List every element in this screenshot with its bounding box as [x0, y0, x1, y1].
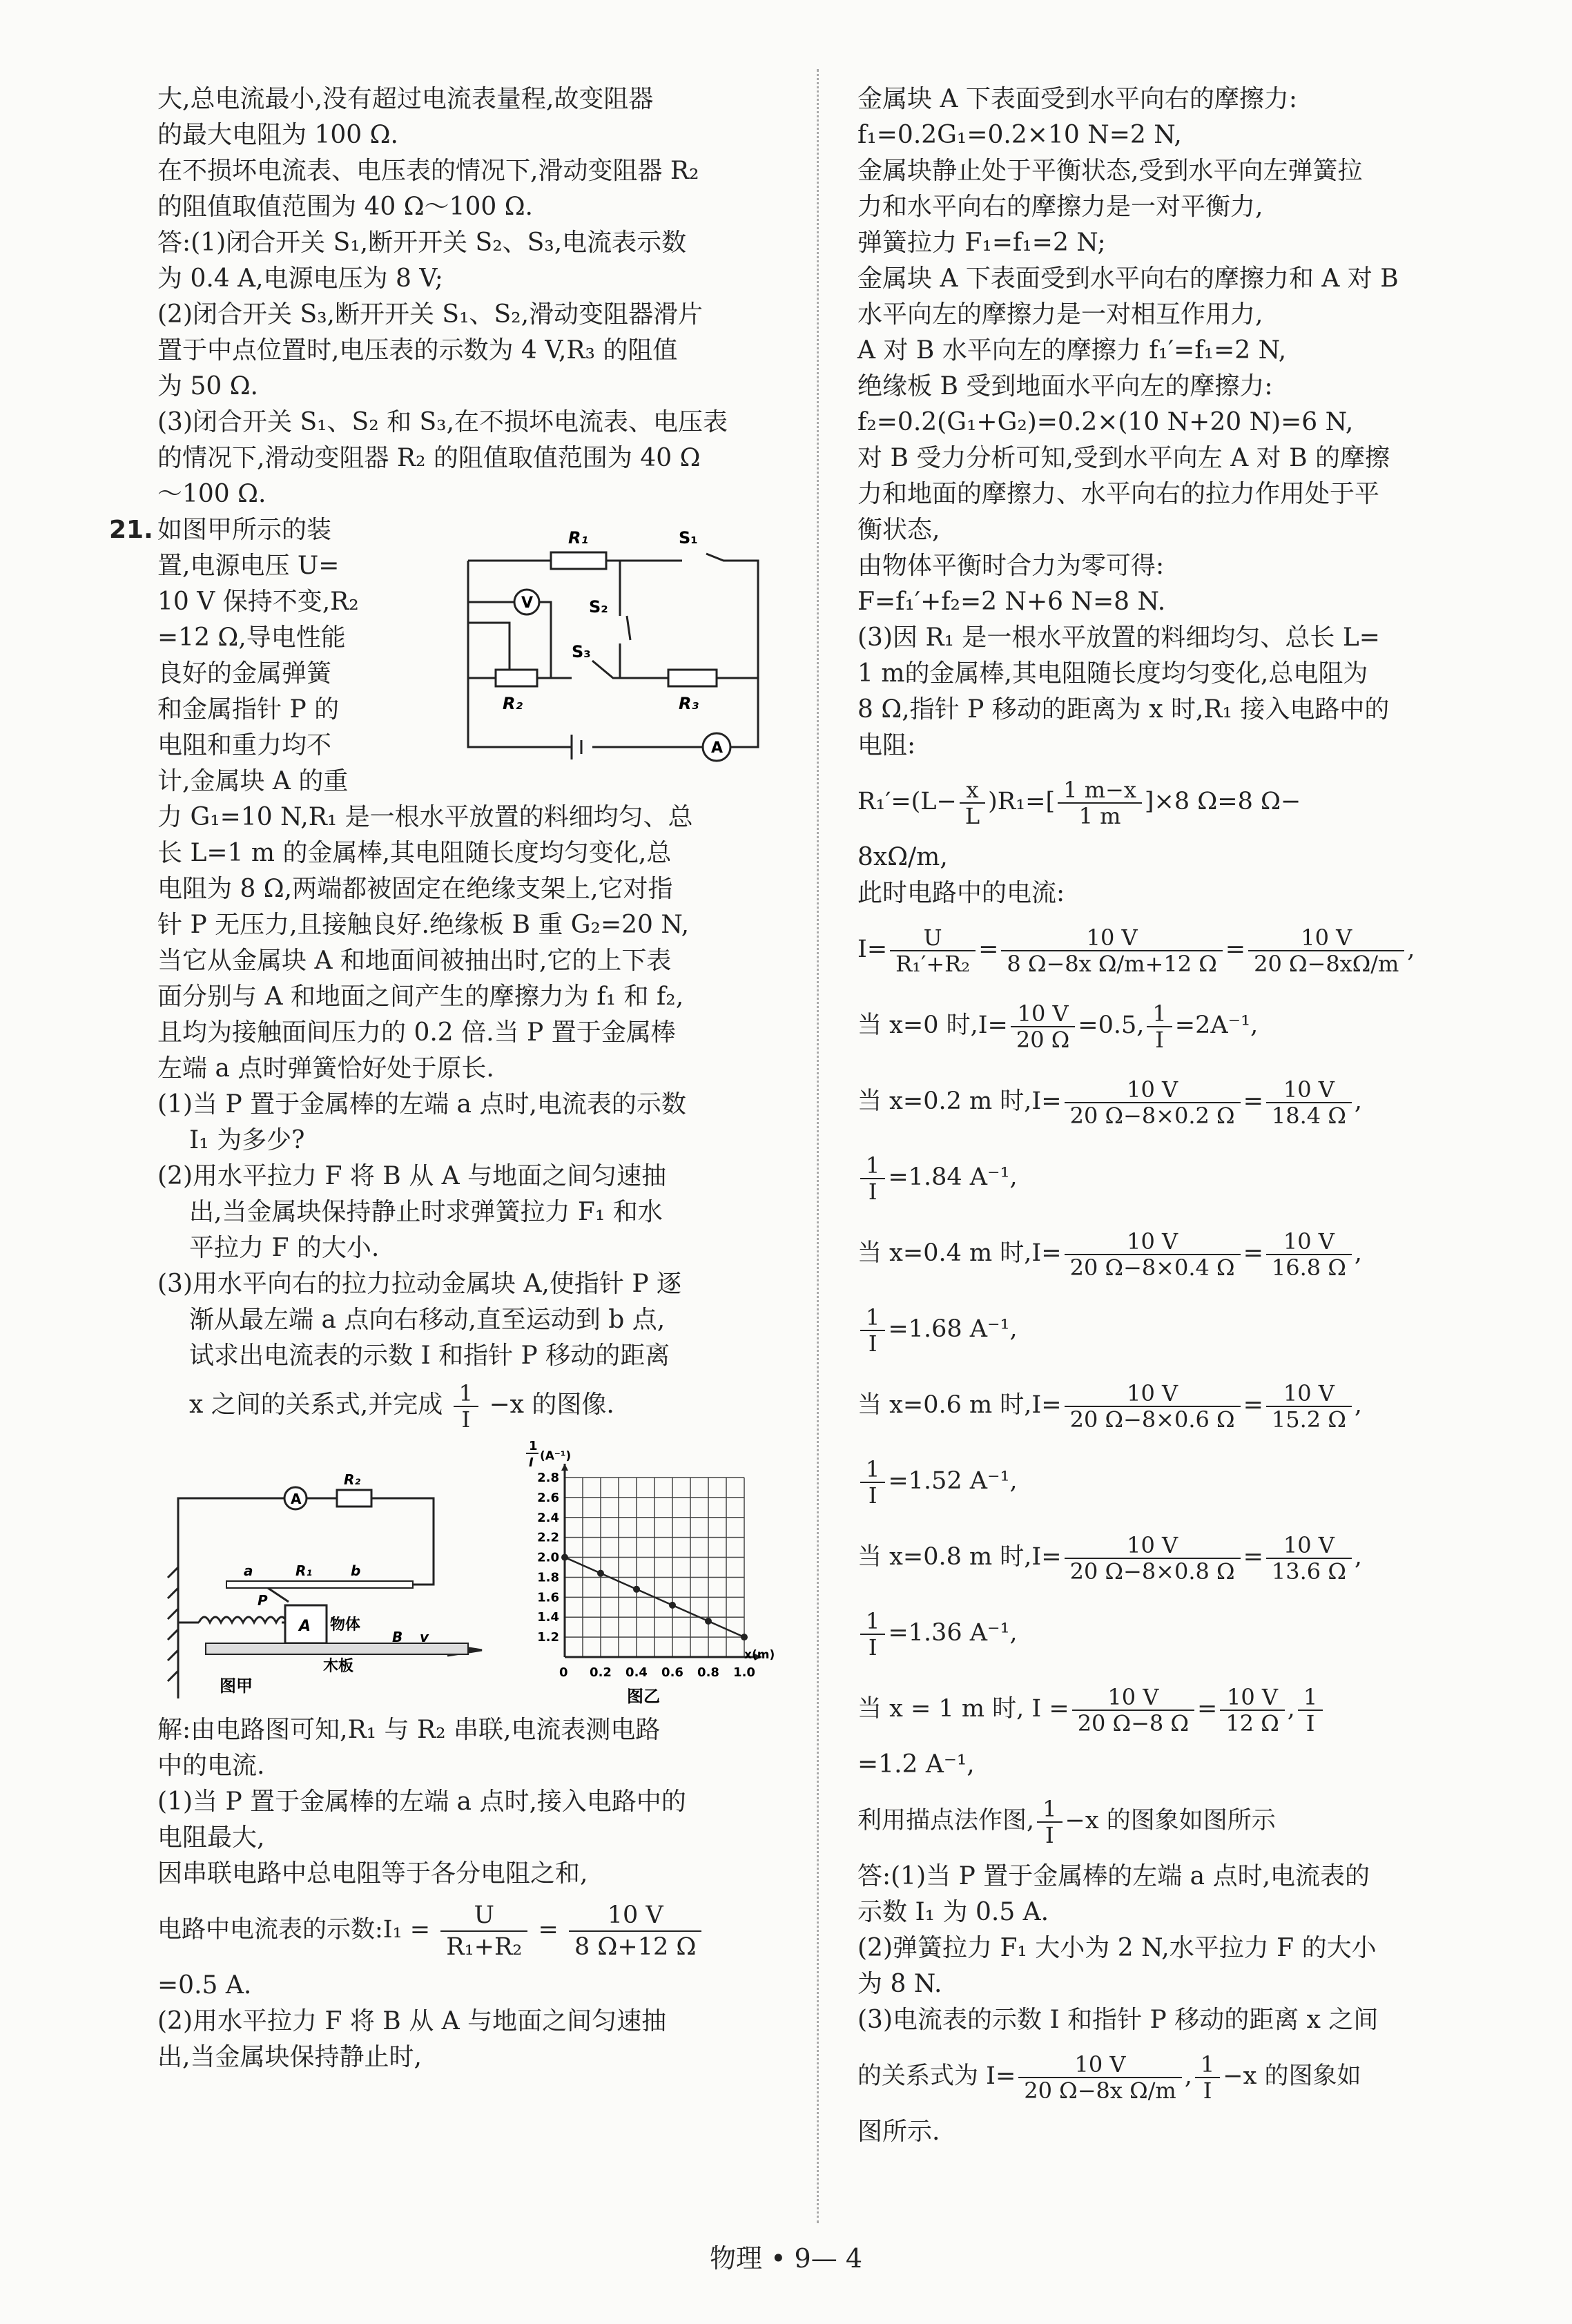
fraction	[1018, 2052, 1181, 2103]
text-line: (3)电流表的示数 I 和指针 P 移动的距离 x 之间	[857, 2006, 1379, 2034]
text-line: f₁=0.2G₁=0.2×10 N=2 N,	[857, 121, 1182, 149]
y-tick-label: 1.8	[537, 1570, 559, 1585]
frac-num: 1	[454, 1381, 478, 1407]
fraction	[1266, 1229, 1352, 1280]
data-point	[597, 1570, 604, 1577]
text-line: 绝缘板 B 受到地面水平向左的摩擦力:	[857, 372, 1273, 400]
text-fragment: )R₁=[	[988, 788, 1056, 815]
label-v: V	[521, 594, 534, 612]
frac-den: 8 Ω−8x Ω/m+12 Ω	[1007, 950, 1217, 977]
frac-den: I	[461, 1406, 471, 1433]
text-fragment: 的关系式为 I=	[857, 2062, 1016, 2090]
text-fragment: ,	[1354, 1391, 1362, 1419]
text-fragment: =1.36 A⁻¹,	[888, 1619, 1018, 1647]
text-fragment: =1.68 A⁻¹,	[888, 1315, 1018, 1343]
y-label-num: 1	[529, 1439, 538, 1453]
text-fragment: 利用描点法作图,	[857, 1807, 1035, 1834]
label-r3: R₃	[679, 694, 699, 713]
text-line: =1.2 A⁻¹,	[857, 1750, 975, 1779]
text-line: 电阻为 8 Ω,两端都被固定在绝缘支架上,它对指	[157, 875, 673, 903]
text-line: F=f₁′+f₂=2 N+6 N=8 N.	[857, 588, 1166, 616]
frac-den: 1 m	[1078, 802, 1121, 829]
frac-den: 15.2 Ω	[1271, 1406, 1346, 1433]
text-line: 置于中点位置时,电压表的示数为 4 V,R₃ 的阻值	[157, 336, 678, 365]
fraction	[1037, 1797, 1062, 1848]
frac-den: 13.6 Ω	[1271, 1558, 1346, 1585]
text-fragment: R₁′=(L−	[857, 788, 957, 815]
label-a-end: a	[244, 1562, 253, 1579]
text-line: 面分别与 A 和地面之间产生的摩擦力为 f₁ 和 f₂,	[157, 982, 684, 1011]
y-tick-label: 2.4	[537, 1510, 559, 1525]
data-point	[561, 1554, 568, 1561]
data-point	[741, 1634, 748, 1640]
figure-jia	[157, 1464, 503, 1698]
label-board: 木板	[323, 1658, 354, 1675]
text-fragment: =	[1243, 1391, 1263, 1419]
fraction	[890, 925, 976, 976]
text-line: =0.5 A.	[157, 1971, 252, 1999]
fraction	[1072, 1685, 1194, 1736]
text-line: 示数 I₁ 为 0.5 A.	[857, 1898, 1049, 1926]
frac-den: 20 Ω−8xΩ/m	[1254, 950, 1399, 977]
text-line: 为 8 N.	[857, 1970, 942, 1998]
text-fragment: 当 x=0.4 m 时,I=	[857, 1239, 1062, 1267]
caption-yi: 图乙	[627, 1687, 660, 1705]
question-21	[109, 512, 779, 800]
text-line: f₂=0.2(G₁+G₂)=0.2×(10 N+20 N)=6 N,	[857, 408, 1354, 436]
text-fragment: −x 的图象如	[1223, 2062, 1361, 2090]
text-line: ～100 Ω.	[157, 480, 266, 508]
x-tick-label: 0.4	[625, 1665, 648, 1680]
frac-num: 10 V	[1266, 1077, 1352, 1103]
text-line: 对 B 受力分析可知,受到水平向左 A 对 B 的摩擦	[857, 444, 1390, 472]
text-line: 答:(1)当 P 置于金属棒的左端 a 点时,电流表的	[857, 1862, 1370, 1890]
label-s3: S₃	[572, 642, 591, 661]
data-point	[633, 1586, 640, 1593]
equation-line	[857, 1671, 1484, 1747]
caption-jia: 图甲	[220, 1676, 253, 1696]
text-line: 金属块 A 下表面受到水平向右的摩擦力和 A 对 B	[857, 264, 1399, 293]
text-fragment: ,	[1354, 1543, 1362, 1571]
left-column	[109, 81, 779, 2075]
text-line: 力 G₁=10 N,R₁ 是一根水平放置的料细均匀、总	[157, 803, 693, 831]
origin-label: 0	[559, 1665, 568, 1680]
text-line: (3)闭合开关 S₁、S₂ 和 S₃,在不损坏电流表、电压表	[157, 408, 728, 436]
frac-num: 10 V	[1266, 1229, 1352, 1255]
text-line: 电阻最大,	[157, 1823, 265, 1852]
label-b-end: b	[351, 1562, 361, 1579]
x-label: x(m)	[744, 1648, 775, 1662]
frac-den: R₁′+R₂	[895, 950, 971, 977]
text-line: 渐从最左端 a 点向右移动,直至运动到 b 点,	[189, 1306, 666, 1334]
resistor-r1	[551, 552, 606, 569]
text-line: (1)当 P 置于金属棒的左端 a 点时,接入电路中的	[157, 1788, 686, 1816]
text-line: 8 Ω,指针 P 移动的距离为 x 时,R₁ 接入电路中的	[857, 695, 1390, 724]
frac-den: L	[964, 802, 980, 829]
frac-num: U	[890, 925, 976, 951]
text-fragment: x 之间的关系式,并完成	[189, 1391, 443, 1419]
frac-den: I	[1203, 2077, 1212, 2104]
fraction	[1065, 1077, 1241, 1128]
text-line: 如图甲所示的装	[157, 516, 332, 544]
frac-num: 1	[860, 1609, 885, 1635]
text-line: 水平向左的摩擦力是一对相互作用力,	[857, 300, 1263, 329]
page-footer: 物理 • 9— 4	[709, 2243, 862, 2274]
text-line: (1)当 P 置于金属棒的左端 a 点时,电流表的示数	[157, 1090, 686, 1119]
text-line: 当它从金属块 A 和地面间被抽出时,它的上下表	[157, 947, 672, 975]
fraction	[1266, 1381, 1352, 1432]
frac-num: 10 V	[1065, 1381, 1241, 1407]
label-block: A	[299, 1618, 311, 1635]
text-fragment: −x 的图像.	[489, 1391, 614, 1419]
equation-line	[857, 1783, 1484, 1859]
x-tick-label: 1.0	[733, 1665, 755, 1680]
text-line: (2)用水平拉力 F 将 B 从 A 与地面之间匀速抽	[157, 1162, 667, 1190]
frac-den: I	[1045, 1821, 1054, 1848]
text-line: 的阻值取值范围为 40 Ω～100 Ω.	[157, 193, 533, 221]
equation-line	[857, 987, 1484, 1063]
equation-line	[857, 1291, 1484, 1367]
text-line: 计,金属块 A 的重	[157, 767, 349, 795]
frac-den: 20 Ω−8×0.8 Ω	[1069, 1558, 1235, 1585]
text-line: 在不损坏电流表、电压表的情况下,滑动变阻器 R₂	[157, 157, 699, 185]
equation-line	[857, 1063, 1484, 1139]
text-line: 为 0.4 A,电源电压为 8 V;	[157, 264, 443, 293]
frac-den: 20 Ω−8x Ω/m	[1024, 2077, 1176, 2104]
label-s2: S₂	[589, 597, 608, 617]
frac-den: 20 Ω−8 Ω	[1077, 1710, 1189, 1736]
text-line: 此时电路中的电流:	[857, 879, 1065, 907]
label-object: 物体	[330, 1616, 361, 1634]
equation-line	[857, 2038, 1484, 2114]
fraction	[1266, 1077, 1352, 1128]
text-line: 解:由电路图可知,R₁ 与 R₂ 串联,电流表测电路	[157, 1716, 661, 1744]
text-fragment: =1.84 A⁻¹,	[888, 1163, 1018, 1191]
text-fragment: =	[1243, 1087, 1263, 1115]
frac-num: 10 V	[1266, 1533, 1352, 1559]
equation-line	[857, 1367, 1484, 1443]
text-line: (2)弹簧拉力 F₁ 大小为 2 N,水平拉力 F 的大小	[857, 1934, 1377, 1962]
text-line: (3)用水平向右的拉力拉动金属块 A,使指针 P 逐	[157, 1270, 681, 1298]
text-fragment: 当 x=0.8 m 时,I=	[857, 1543, 1062, 1571]
y-axis-arrow	[561, 1464, 568, 1471]
text-line: 和金属指针 P 的	[157, 695, 340, 724]
resistor-r2	[337, 1490, 371, 1507]
text-fragment: =	[1196, 1695, 1218, 1723]
equation-line	[157, 1892, 779, 1968]
frac-den: I	[1306, 1710, 1315, 1736]
text-line: 衡状态,	[857, 516, 940, 544]
text-line: 金属块 A 下表面受到水平向右的摩擦力:	[857, 85, 1298, 113]
text-fragment: ,	[1354, 1239, 1362, 1267]
fraction	[1298, 1685, 1323, 1736]
frac-den: I	[1155, 1026, 1164, 1053]
text-fragment: ,	[1354, 1087, 1362, 1115]
frac-num: 1	[860, 1457, 885, 1483]
equation-line	[857, 911, 1484, 987]
text-fragment: =	[1243, 1239, 1263, 1267]
resistor-r3	[668, 670, 717, 686]
text-line: 置,电源电压 U=	[157, 552, 340, 580]
equation-line	[857, 1443, 1484, 1519]
text-line: 图所示.	[857, 2118, 940, 2146]
frac-num: 1	[860, 1153, 885, 1179]
text-line: 左端 a 点时弹簧恰好处于原长.	[157, 1054, 494, 1083]
frac-den: 8 Ω+12 Ω	[574, 1933, 697, 1961]
text-line: 出,当金属块保持静止时求弹簧拉力 F₁ 和水	[189, 1198, 663, 1226]
frac-den: 12 Ω	[1225, 1710, 1279, 1736]
y-label-unit: (A⁻¹)	[540, 1449, 572, 1463]
metal-bar-r1	[226, 1581, 413, 1588]
text-line: 由物体平衡时合力为零可得:	[857, 552, 1165, 580]
fraction	[860, 1609, 885, 1660]
y-tick-label: 1.2	[537, 1630, 559, 1645]
frac-den: 18.4 Ω	[1271, 1102, 1346, 1129]
chart-y-ticks	[537, 1471, 559, 1645]
fraction	[1001, 925, 1222, 976]
frac-num: 1	[1298, 1685, 1323, 1711]
equation-line	[857, 1139, 1484, 1215]
frac-num: 1	[1195, 2052, 1220, 2078]
frac-num: 10 V	[569, 1900, 701, 1932]
frac-den: I	[868, 1330, 877, 1357]
battery-icon	[572, 735, 581, 759]
label-r1: R₁	[568, 528, 588, 548]
equation-line	[857, 1595, 1484, 1671]
frac-den: I	[868, 1482, 877, 1509]
text-line: 电阻:	[857, 731, 916, 759]
column-divider	[817, 69, 819, 2223]
text-line: 良好的金属弹簧	[157, 659, 332, 688]
text-line: (2)用水平拉力 F 将 B 从 A 与地面之间匀速抽	[157, 2007, 667, 2035]
right-column	[857, 81, 1484, 2150]
y-label-den: I	[529, 1455, 534, 1470]
text-line: 答:(1)闭合开关 S₁,断开开关 S₂、S₃,电流表示数	[157, 229, 687, 257]
frac-den: R₁+R₂	[446, 1933, 523, 1961]
label-r2: R₂	[503, 694, 523, 713]
text-line: A 对 B 水平向左的摩擦力 f₁′=f₁=2 N,	[857, 336, 1287, 365]
fraction	[440, 1900, 527, 1962]
fraction	[1248, 925, 1404, 976]
frac-num: 10 V	[1266, 1381, 1352, 1407]
frac-num: 10 V	[1018, 2052, 1181, 2078]
y-tick-label: 2.8	[537, 1471, 559, 1485]
equation-line	[857, 764, 1484, 840]
text-line: 中的电流.	[157, 1752, 265, 1780]
text-fragment: 电路中电流表的示数:I₁ =	[157, 1916, 431, 1944]
y-tick-label: 2.0	[537, 1550, 559, 1565]
text-line	[157, 1374, 779, 1436]
text-fragment: =0.5,	[1078, 1011, 1145, 1039]
label-p: P	[258, 1592, 268, 1609]
text-line: 平拉力 F 的大小.	[189, 1234, 380, 1262]
frac-den: 20 Ω−8×0.6 Ω	[1069, 1406, 1235, 1433]
label-r2: R₂	[344, 1471, 361, 1488]
text-line: 因串联电路中总电阻等于各分电阻之和,	[157, 1859, 588, 1888]
text-fragment: ,	[1287, 1695, 1295, 1723]
question-wrap-text	[157, 512, 454, 800]
graph-yi	[516, 1436, 779, 1705]
label-a: A	[711, 739, 724, 757]
text-line: 力和地面的摩擦力、水平向右的拉力作用处于平	[857, 480, 1380, 508]
frac-num: 10 V	[1072, 1685, 1194, 1711]
text-line: 电阻和重力均不	[157, 731, 332, 759]
fraction	[1065, 1229, 1241, 1280]
label-v: v	[420, 1629, 429, 1645]
label-s1: S₁	[679, 528, 698, 548]
fraction	[1266, 1533, 1352, 1584]
fraction	[454, 1381, 478, 1432]
fraction	[1058, 777, 1142, 829]
frac-den: 20 Ω−8×0.4 Ω	[1069, 1254, 1235, 1281]
frac-num: 10 V	[1065, 1229, 1241, 1255]
text-line: 且均为接触面间压力的 0.2 倍.当 P 置于金属棒	[157, 1018, 676, 1047]
equation-line	[857, 1519, 1484, 1595]
label-ammeter: A	[291, 1491, 302, 1507]
text-line: (2)闭合开关 S₃,断开开关 S₁、S₂,滑动变阻器滑片	[157, 300, 703, 329]
fraction	[1065, 1381, 1241, 1432]
label-board-b: B	[392, 1629, 403, 1645]
frac-den: 20 Ω−8×0.2 Ω	[1069, 1102, 1235, 1129]
text-line: I₁ 为多少?	[189, 1126, 305, 1154]
text-line: 大,总电流最小,没有超过电流表量程,故变阻器	[157, 85, 654, 113]
text-fragment: =	[538, 1916, 559, 1944]
text-fragment: =	[978, 936, 999, 963]
frac-num: 10 V	[1001, 925, 1222, 951]
frac-den: 16.8 Ω	[1271, 1254, 1346, 1281]
y-tick-label: 1.6	[537, 1590, 559, 1605]
rheostat-r2	[496, 670, 537, 686]
text-line: 弹簧拉力 F₁=f₁=2 N;	[857, 229, 1106, 257]
frac-num: 1	[860, 1305, 885, 1331]
text-line: 金属块静止处于平衡状态,受到水平向左弹簧拉	[857, 157, 1363, 185]
circuit-diagram	[434, 512, 779, 788]
text-fragment: =	[1243, 1543, 1263, 1571]
y-tick-label: 1.4	[537, 1610, 559, 1625]
frac-num: 1	[1037, 1797, 1062, 1823]
chart-x-ticks	[590, 1665, 755, 1680]
text-line: 针 P 无压力,且接触良好.绝缘板 B 重 G₂=20 N,	[157, 911, 690, 939]
text-fragment: I=	[857, 936, 888, 963]
frac-num: 10 V	[1065, 1533, 1241, 1559]
fraction	[960, 777, 985, 829]
text-line: 为 50 Ω.	[157, 372, 258, 400]
frac-num: x	[960, 777, 985, 804]
text-line: 力和水平向右的摩擦力是一对平衡力,	[857, 193, 1263, 221]
fraction	[860, 1153, 885, 1204]
equation-line	[857, 1215, 1484, 1291]
data-point	[669, 1602, 676, 1609]
frac-num: 1	[1147, 1001, 1172, 1027]
text-line: 8xΩ/m,	[857, 843, 948, 871]
text-fragment: −x 的图象如图所示	[1065, 1807, 1276, 1834]
y-tick-label: 2.6	[537, 1490, 559, 1505]
frac-num: 10 V	[1220, 1685, 1284, 1711]
text-fragment: ,	[1407, 936, 1415, 963]
text-line: 1 m的金属棒,其电阻随长度均匀变化,总电阻为	[857, 659, 1368, 688]
y-tick-label: 2.2	[537, 1530, 559, 1545]
fraction	[1065, 1533, 1241, 1584]
frac-num: 10 V	[1248, 925, 1404, 951]
text-fragment: ,	[1184, 2062, 1192, 2090]
text-line: 长 L=1 m 的金属棒,其电阻随长度均匀变化,总	[157, 839, 672, 867]
fraction	[1220, 1685, 1284, 1736]
text-fragment: =1.52 A⁻¹,	[888, 1467, 1018, 1495]
fraction	[1195, 2052, 1220, 2103]
text-fragment: =	[1225, 936, 1246, 963]
frac-num: 10 V	[1065, 1077, 1241, 1103]
frac-num: 10 V	[1011, 1001, 1075, 1027]
text-line: 10 V 保持不变,R₂	[157, 588, 359, 616]
x-tick-label: 0.2	[590, 1665, 612, 1680]
frac-den: I	[868, 1178, 877, 1205]
question-number: 21.	[109, 516, 153, 544]
text-line: 的情况下,滑动变阻器 R₂ 的阻值取值范围为 40 Ω	[157, 444, 701, 472]
text-fragment: 当 x = 1 m 时, I =	[857, 1695, 1069, 1723]
fraction	[860, 1457, 885, 1508]
frac-den: 20 Ω	[1016, 1026, 1070, 1053]
text-fragment: 当 x=0 时,I=	[857, 1011, 1008, 1039]
text-fragment: 当 x=0.6 m 时,I=	[857, 1391, 1062, 1419]
frac-num: U	[440, 1900, 527, 1932]
fraction	[569, 1900, 701, 1962]
fraction	[1147, 1001, 1172, 1052]
text-line: 出,当金属块保持静止时,	[157, 2043, 422, 2071]
text-fragment: ]×8 Ω=8 Ω−	[1144, 788, 1301, 815]
fraction	[860, 1305, 885, 1356]
label-r1: R₁	[295, 1562, 313, 1579]
text-line: 的最大电阻为 100 Ω.	[157, 121, 398, 149]
x-tick-label: 0.6	[661, 1665, 683, 1680]
frac-num: 1 m−x	[1058, 777, 1142, 804]
text-line: 试求出电流表的示数 I 和指针 P 移动的距离	[189, 1342, 670, 1370]
x-tick-label: 0.8	[697, 1665, 719, 1680]
data-point	[705, 1618, 712, 1625]
frac-den: I	[868, 1634, 877, 1660]
text-fragment: =2A⁻¹,	[1174, 1011, 1259, 1039]
text-line: =12 Ω,导电性能	[157, 623, 346, 652]
text-fragment: 当 x=0.2 m 时,I=	[857, 1087, 1062, 1115]
text-line: (3)因 R₁ 是一根水平放置的料细均匀、总长 L=	[857, 623, 1380, 652]
fraction	[1011, 1001, 1075, 1052]
figure-row	[157, 1439, 779, 1712]
